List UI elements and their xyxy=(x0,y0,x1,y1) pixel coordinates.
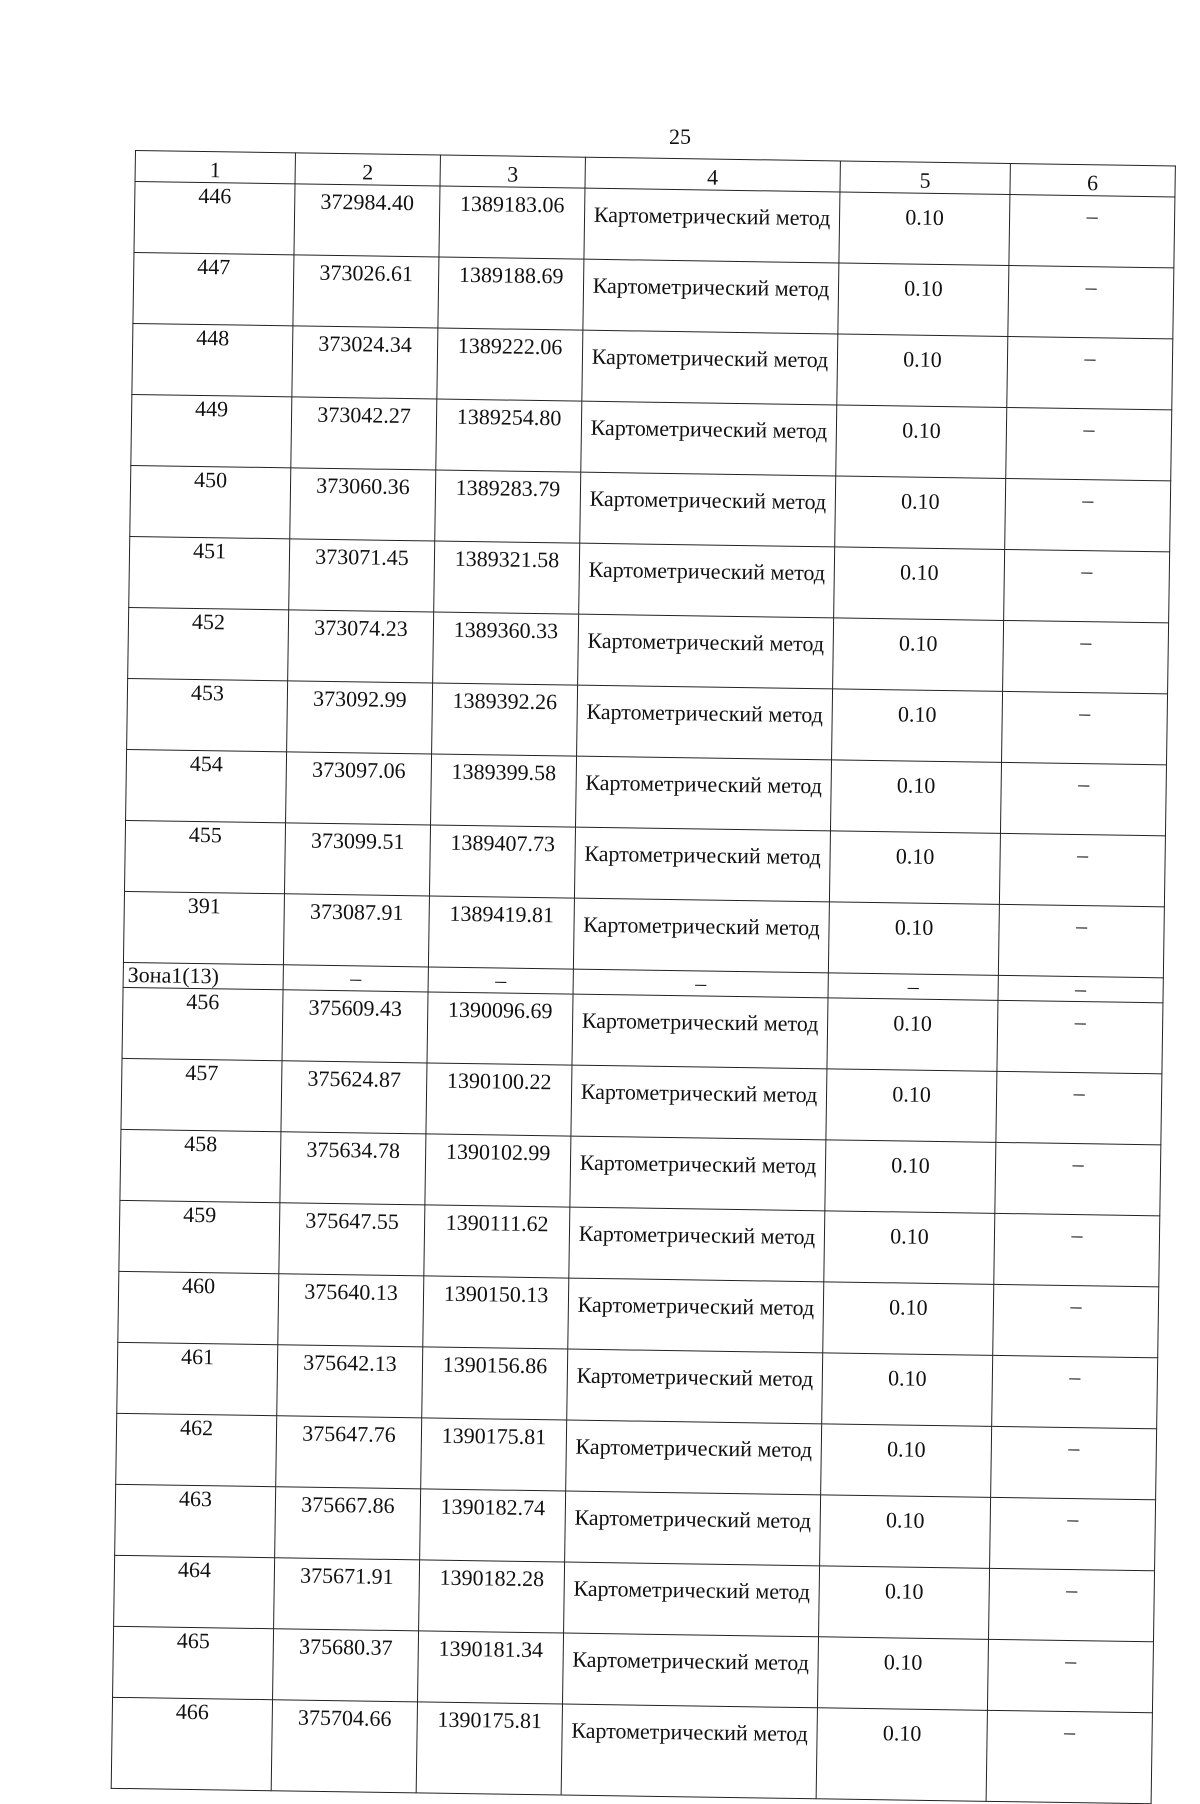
method-cell: Картометрический метод xyxy=(584,188,840,263)
note-cell: – xyxy=(1005,478,1171,551)
y-coordinate-cell: 1389407.73 xyxy=(429,825,575,898)
method-cell: Картометрический метод xyxy=(581,401,837,476)
point-number-cell: 449 xyxy=(131,394,292,467)
point-number-cell: 446 xyxy=(134,182,295,255)
point-number-cell: 450 xyxy=(130,465,291,538)
note-cell: – xyxy=(1009,194,1175,267)
x-coordinate-cell: 372984.40 xyxy=(294,184,440,257)
point-number-cell: 459 xyxy=(119,1200,280,1273)
note-cell: – xyxy=(993,1284,1159,1357)
x-coordinate-cell: 375640.13 xyxy=(278,1274,424,1347)
point-number-cell: 391 xyxy=(123,891,284,964)
y-coordinate-cell: 1389360.33 xyxy=(433,612,579,685)
method-cell: Картометрический метод xyxy=(582,330,838,405)
x-coordinate-cell: 375647.55 xyxy=(279,1203,425,1276)
method-cell: Картометрический метод xyxy=(570,1136,826,1211)
y-coordinate-cell: 1390096.69 xyxy=(427,992,573,1065)
point-number-cell: 457 xyxy=(121,1058,282,1131)
accuracy-cell: 0.10 xyxy=(823,1282,994,1356)
accuracy-cell: 0.10 xyxy=(833,618,1004,692)
coordinates-table xyxy=(111,150,1176,1804)
x-coordinate-cell: 373071.45 xyxy=(289,539,435,612)
accuracy-cell: 0.10 xyxy=(817,1637,988,1711)
point-number-cell: 456 xyxy=(122,987,283,1060)
x-coordinate-cell: 375634.78 xyxy=(280,1132,426,1205)
y-coordinate-cell: 1389399.58 xyxy=(431,754,577,827)
x-coordinate-cell: 375647.76 xyxy=(276,1416,422,1489)
y-coordinate-cell: 1389419.81 xyxy=(428,896,574,969)
method-cell: Картометрический метод xyxy=(566,1420,822,1495)
point-number-cell: 453 xyxy=(127,678,288,751)
note-cell: – xyxy=(992,1355,1158,1428)
accuracy-cell: 0.10 xyxy=(835,476,1006,550)
point-number-cell: 448 xyxy=(132,323,293,396)
note-cell: – xyxy=(1008,265,1174,338)
accuracy-cell: 0.10 xyxy=(816,1708,987,1802)
x-coordinate-cell: 373042.27 xyxy=(291,397,437,470)
x-coordinate-cell: 373099.51 xyxy=(284,823,430,896)
method-cell: Картометрический метод xyxy=(565,1491,821,1566)
y-coordinate-cell: 1390182.74 xyxy=(420,1489,566,1562)
header-cell-5: 5 xyxy=(840,161,1010,195)
y-coordinate-cell: 1389254.80 xyxy=(436,399,582,472)
note-cell: – xyxy=(1002,691,1168,764)
y-coordinate-cell: 1390175.81 xyxy=(416,1702,562,1795)
method-cell: Картометрический метод xyxy=(572,994,828,1069)
accuracy-cell: 0.10 xyxy=(824,1211,995,1285)
method-cell: Картометрический метод xyxy=(562,1633,818,1708)
note-cell: – xyxy=(986,1710,1152,1803)
method-cell: Картометрический метод xyxy=(561,1704,817,1799)
method-cell: Картометрический метод xyxy=(569,1207,825,1282)
point-number-cell: 447 xyxy=(133,252,294,325)
y-coordinate-cell: 1390175.81 xyxy=(421,1418,567,1491)
point-number-cell: 461 xyxy=(117,1342,278,1415)
note-cell: – xyxy=(998,904,1164,977)
note-cell: – xyxy=(989,1568,1155,1641)
y-coordinate-cell: 1390100.22 xyxy=(426,1063,572,1136)
header-cell-2: 2 xyxy=(295,153,440,186)
accuracy-cell: 0.10 xyxy=(836,405,1007,479)
zone-cell-3: – xyxy=(428,967,573,994)
note-cell: – xyxy=(995,1142,1161,1215)
accuracy-cell: 0.10 xyxy=(827,998,998,1072)
point-number-cell: 452 xyxy=(128,607,289,680)
zone-label-cell: Зона1(13) xyxy=(123,962,283,989)
point-number-cell: 451 xyxy=(129,536,290,609)
y-coordinate-cell: 1389183.06 xyxy=(439,186,585,259)
note-cell: – xyxy=(987,1639,1153,1712)
note-cell: – xyxy=(1007,336,1173,409)
y-coordinate-cell: 1389222.06 xyxy=(437,328,583,401)
coordinates-table-container xyxy=(111,150,1175,1804)
method-cell: Картометрический метод xyxy=(579,543,835,618)
point-number-cell: 464 xyxy=(114,1555,275,1628)
note-cell: – xyxy=(1006,407,1172,480)
method-cell: Картометрический метод xyxy=(567,1349,823,1424)
point-number-cell: 462 xyxy=(116,1413,277,1486)
note-cell: – xyxy=(990,1497,1156,1570)
accuracy-cell: 0.10 xyxy=(838,263,1009,337)
point-number-cell: 465 xyxy=(113,1626,274,1699)
note-cell: – xyxy=(1004,549,1170,622)
x-coordinate-cell: 375680.37 xyxy=(273,1629,419,1702)
x-coordinate-cell: 373026.61 xyxy=(293,255,439,328)
accuracy-cell: 0.10 xyxy=(837,334,1008,408)
header-cell-3: 3 xyxy=(440,155,585,188)
note-cell: – xyxy=(997,1000,1163,1073)
point-number-cell: 458 xyxy=(120,1129,281,1202)
method-cell: Картометрический метод xyxy=(576,756,832,831)
header-cell-4: 4 xyxy=(585,157,840,192)
y-coordinate-cell: 1389392.26 xyxy=(432,683,578,756)
x-coordinate-cell: 373024.34 xyxy=(292,326,438,399)
note-cell: – xyxy=(991,1426,1157,1499)
note-cell: – xyxy=(1003,620,1169,693)
method-cell: Картометрический метод xyxy=(564,1562,820,1637)
header-cell-1: 1 xyxy=(135,151,295,184)
page-number: 25 xyxy=(669,124,691,149)
point-number-cell: 460 xyxy=(118,1271,279,1344)
method-cell: Картометрический метод xyxy=(574,827,830,902)
method-cell: Картометрический метод xyxy=(573,898,829,973)
accuracy-cell: 0.10 xyxy=(829,831,1000,905)
x-coordinate-cell: 375671.91 xyxy=(274,1558,420,1631)
y-coordinate-cell: 1390181.34 xyxy=(418,1631,564,1704)
method-cell: Картометрический метод xyxy=(571,1065,827,1140)
point-number-cell: 466 xyxy=(111,1697,272,1790)
accuracy-cell: 0.10 xyxy=(832,689,1003,763)
zone-cell-2: – xyxy=(283,965,428,992)
note-cell: – xyxy=(1000,762,1166,835)
y-coordinate-cell: 1390102.99 xyxy=(425,1134,571,1207)
note-cell: – xyxy=(994,1213,1160,1286)
x-coordinate-cell: 373087.91 xyxy=(283,894,429,967)
y-coordinate-cell: 1389321.58 xyxy=(434,541,580,614)
point-number-cell: 463 xyxy=(115,1484,276,1557)
accuracy-cell: 0.10 xyxy=(825,1140,996,1214)
zone-cell-5: – xyxy=(828,973,998,1001)
point-number-cell: 455 xyxy=(124,820,285,893)
accuracy-cell: 0.10 xyxy=(819,1566,990,1640)
x-coordinate-cell: 373060.36 xyxy=(290,468,436,541)
table-body xyxy=(111,182,1175,1804)
x-coordinate-cell: 373074.23 xyxy=(288,610,434,683)
y-coordinate-cell: 1390111.62 xyxy=(424,1205,570,1278)
accuracy-cell: 0.10 xyxy=(826,1069,997,1143)
method-cell: Картометрический метод xyxy=(568,1278,824,1353)
accuracy-cell: 0.10 xyxy=(822,1353,993,1427)
x-coordinate-cell: 375667.86 xyxy=(275,1487,421,1560)
accuracy-cell: 0.10 xyxy=(820,1495,991,1569)
x-coordinate-cell: 375624.87 xyxy=(281,1061,427,1134)
y-coordinate-cell: 1389283.79 xyxy=(435,470,581,543)
y-coordinate-cell: 1390182.28 xyxy=(419,1560,565,1633)
header-cell-6: 6 xyxy=(1010,163,1175,196)
note-cell: – xyxy=(996,1071,1162,1144)
y-coordinate-cell: 1389188.69 xyxy=(438,257,584,330)
table-row xyxy=(111,1697,1152,1803)
method-cell: Картометрический метод xyxy=(580,472,836,547)
x-coordinate-cell: 375642.13 xyxy=(277,1345,423,1418)
method-cell: Картометрический метод xyxy=(578,614,834,689)
y-coordinate-cell: 1390150.13 xyxy=(423,1276,569,1349)
point-number-cell: 454 xyxy=(126,749,287,822)
x-coordinate-cell: 373097.06 xyxy=(286,752,432,825)
method-cell: Картометрический метод xyxy=(583,259,839,334)
accuracy-cell: 0.10 xyxy=(830,760,1001,834)
accuracy-cell: 0.10 xyxy=(839,192,1010,266)
y-coordinate-cell: 1390156.86 xyxy=(422,1347,568,1420)
x-coordinate-cell: 373092.99 xyxy=(287,681,433,754)
method-cell: Картометрический метод xyxy=(577,685,833,760)
note-cell: – xyxy=(999,833,1165,906)
accuracy-cell: 0.10 xyxy=(821,1424,992,1498)
accuracy-cell: 0.10 xyxy=(834,547,1005,621)
zone-cell-4: – xyxy=(573,969,828,998)
zone-cell-6: – xyxy=(998,975,1163,1002)
x-coordinate-cell: 375609.43 xyxy=(282,990,428,1063)
accuracy-cell: 0.10 xyxy=(828,902,999,976)
x-coordinate-cell: 375704.66 xyxy=(271,1700,417,1793)
